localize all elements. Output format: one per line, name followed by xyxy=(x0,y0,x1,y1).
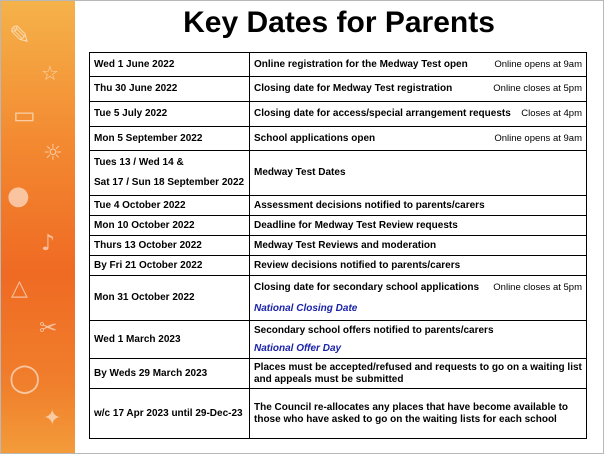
date-cell: Wed 1 June 2022 xyxy=(90,53,250,77)
table-row xyxy=(90,321,587,359)
compass-icon: ✦ xyxy=(43,406,62,431)
date-cell: By Fri 21 October 2022 xyxy=(90,256,250,276)
table-row xyxy=(90,236,587,256)
table-row xyxy=(90,102,587,127)
event-text: Online registration for the Medway Test open xyxy=(254,58,468,70)
event-cell xyxy=(250,102,587,127)
event-cell: Places must be accepted/refused and requests to go on a waiting list and appeals must be submitted xyxy=(250,359,587,389)
date-cell: Mon 31 October 2022 xyxy=(90,276,250,321)
date-cell: Thu 30 June 2022 xyxy=(90,77,250,102)
date-line-2: Sat 17 / Sun 18 September 2022 xyxy=(94,177,245,188)
event-cell: Review decisions notified to parents/carers xyxy=(250,256,587,276)
music-icon: ♪ xyxy=(41,231,56,256)
globe-icon: ◯ xyxy=(9,361,41,394)
national-closing-date-label: National Closing Date xyxy=(254,302,358,314)
apple-icon: ● xyxy=(7,181,30,211)
date-cell: Wed 1 March 2023 xyxy=(90,321,250,359)
date-cell: Mon 10 October 2022 xyxy=(90,216,250,236)
event-cell: The Council re-allocates any places that have become available to those who have asked to go on the waiting lists for each school xyxy=(250,389,587,439)
table-row xyxy=(90,389,587,439)
table-row xyxy=(90,77,587,102)
event-text: Closing date for Medway Test registration xyxy=(254,83,453,94)
book-icon: ▭ xyxy=(13,101,36,129)
national-offer-day-label: National Offer Day xyxy=(254,342,342,354)
date-cell xyxy=(90,151,250,196)
event-cell: Medway Test Dates xyxy=(250,151,587,196)
table-row xyxy=(90,151,587,196)
star-icon: ☆ xyxy=(41,61,59,85)
table-row xyxy=(90,53,587,77)
date-cell: By Weds 29 March 2023 xyxy=(90,359,250,389)
date-cell: Tue 5 July 2022 xyxy=(90,102,250,127)
triangle-icon: △ xyxy=(11,276,28,301)
event-cell xyxy=(250,53,587,77)
date-cell: Tue 4 October 2022 xyxy=(90,196,250,216)
table-row xyxy=(90,256,587,276)
event-note: Online closes at 5pm xyxy=(493,83,582,94)
event-cell: Assessment decisions notified to parents/carers xyxy=(250,196,587,216)
event-cell xyxy=(250,127,587,151)
event-cell xyxy=(250,321,587,359)
event-cell xyxy=(250,276,587,321)
table-row xyxy=(90,196,587,216)
key-dates-table xyxy=(89,52,587,439)
event-text: Closing date for access/special arrangement requests xyxy=(254,108,511,119)
event-cell: Deadline for Medway Test Review requests xyxy=(250,216,587,236)
event-text: Secondary school offers notified to parents/carers xyxy=(254,324,494,336)
date-line-1: Tues 13 / Wed 14 & xyxy=(94,157,184,168)
event-cell xyxy=(250,77,587,102)
table-row xyxy=(90,216,587,236)
event-text: School applications open xyxy=(254,132,376,144)
scissors-icon: ✂ xyxy=(39,316,58,341)
event-text: Closing date for secondary school applications xyxy=(254,281,480,293)
event-note: Online opens at 9am xyxy=(494,58,582,70)
event-cell: Medway Test Reviews and moderation xyxy=(250,236,587,256)
table-row xyxy=(90,359,587,389)
date-cell: Mon 5 September 2022 xyxy=(90,127,250,151)
event-note: Closes at 4pm xyxy=(521,108,582,119)
decorative-sidebar xyxy=(1,1,75,453)
table-row xyxy=(90,127,587,151)
event-note: Online closes at 5pm xyxy=(493,281,582,293)
date-cell: Thurs 13 October 2022 xyxy=(90,236,250,256)
event-note: Online opens at 9am xyxy=(494,132,582,144)
date-cell: w/c 17 Apr 2023 until 29-Dec-23 xyxy=(90,389,250,439)
pencil-icon: ✎ xyxy=(9,21,31,51)
sun-icon: ☼ xyxy=(43,141,63,166)
page-title: Key Dates for Parents xyxy=(183,6,495,39)
table-row xyxy=(90,276,587,321)
